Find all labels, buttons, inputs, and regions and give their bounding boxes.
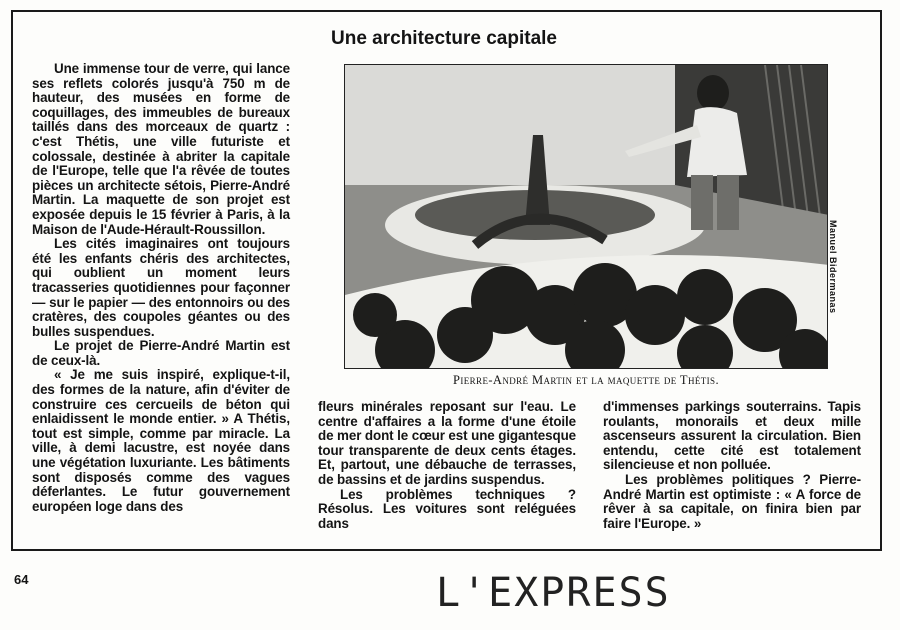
paragraph: Les problèmes techniques ? Résolus. Les voitures sont reléguées dans bbox=[318, 486, 576, 531]
page-number: 64 bbox=[14, 572, 29, 587]
paragraph: Les cités imaginaires ont toujours été les enfants chéris des architectes, qui oublient un moment leurs tracasseries quotidiennes pour façonner — sur le papier — des entonnoirs ou des cratères, des coupoles géantes ou des bulles suspendues. bbox=[32, 236, 290, 339]
photo-caption: Pierre-André Martin et la maquette de Thétis. bbox=[453, 373, 719, 387]
model-photo bbox=[344, 64, 828, 369]
photo-illustration bbox=[345, 65, 828, 369]
photo-credit: Manuel Bidermanas bbox=[828, 220, 838, 314]
article-column-1 bbox=[32, 62, 290, 514]
paragraph: Le projet de Pierre-André Martin est de ceux-là. bbox=[32, 338, 290, 368]
paragraph: Les problèmes politiques ? Pierre-André Martin est optimiste : « A force de rêver à sa capitale, on finira bien par faire l'Europe. » bbox=[603, 471, 861, 531]
paragraph: « Je me suis inspiré, explique-t-il, des formes de la nature, afin d'éviter de construire ces cercueils de béton qui enlaidissent le monde entier. » A Thétis, tout est simple, comme par miracle. La ville, à demi lacustre, est noyée dans une végétation luxuriante. Les bâtiments sont disposés comme des vagues déferlantes. Le futur gouvernement européen loge dans des bbox=[32, 367, 290, 514]
handwritten-note: L'EXPRESS bbox=[436, 570, 671, 616]
paragraph: fleurs minérales reposant sur l'eau. Le centre d'affaires a la forme d'une étoile de mer dont le cœur est une gigantesque tour transparente de deux cents étages. Et, partout, une débauche de terrasses, de bassins et de jardins suspendus. bbox=[318, 399, 577, 487]
paragraph: d'immenses parkings souterrains. Tapis roulants, monorails et deux mille ascenseurs assurent la circulation. Bien entendu, cette cité est totalement silencieuse et non polluée. bbox=[603, 399, 861, 473]
paragraph: Une immense tour de verre, qui lance ses reflets colorés jusqu'à 750 m de hauteur, des musées en forme de coquillages, des immeubles de bureaux taillés dans des morceaux de quartz : c'est Thétis, une ville futuriste et colossale, destinée à abriter la capitale de l'Europe, telle que l'a rêvée de toutes pièces un architecte sétois, Pierre-André Martin. La maquette de son projet est exposée depuis le 15 février à Paris, à la Maison de l'Aude-Hérault-Roussillon. bbox=[32, 61, 290, 237]
article-title: Une architecture capitale bbox=[331, 28, 557, 49]
article-column-3 bbox=[603, 400, 861, 531]
article-column-2 bbox=[318, 400, 576, 531]
